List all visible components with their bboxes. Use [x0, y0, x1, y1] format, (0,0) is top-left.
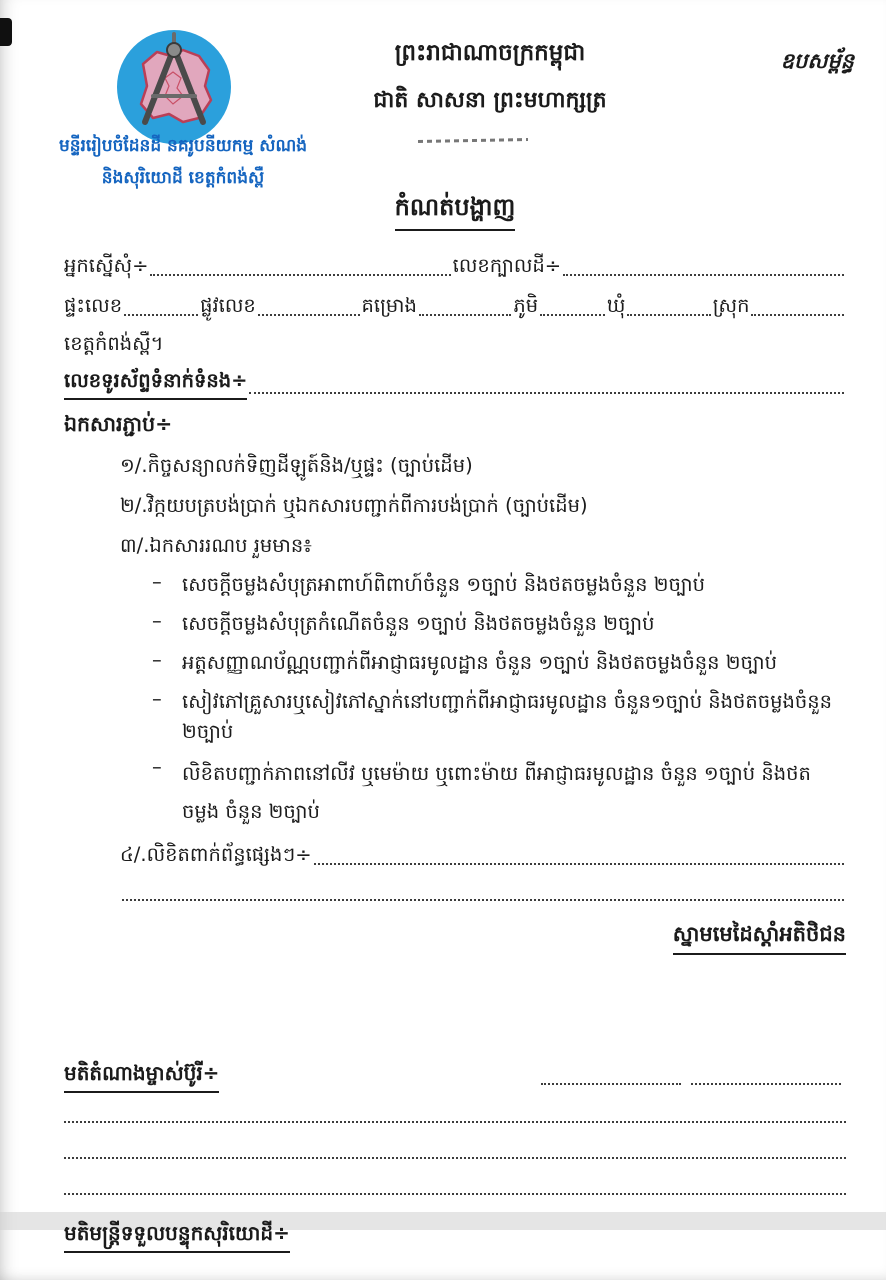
- phone-fill-line: [249, 392, 844, 394]
- house-no-label: ផ្ទះលេខ: [64, 294, 123, 317]
- project-fill-line: [419, 314, 512, 316]
- commune-label: ឃុំ: [606, 294, 626, 317]
- sub-item: [152, 562, 846, 601]
- sub-item: [152, 601, 846, 640]
- village-fill-line: [540, 314, 605, 316]
- address-row: [64, 282, 846, 322]
- list-item: [120, 442, 846, 482]
- borey-owner-opinion-row: [64, 1051, 846, 1093]
- sub-item-4-text: សៀវភៅគ្រួសារឬសៀវភៅស្នាក់នៅបញ្ជាក់ពីអាជ្ញាធរមូលដ្ឋាន ចំនួន១ច្បាប់ និងថតចម្លងចំនួន ២ច្បាប់: [182, 690, 833, 743]
- province-row: [64, 322, 846, 360]
- dotted-rule: [64, 1157, 846, 1159]
- borey-owner-opinion-label: មតិតំណាងម្ចាស់ប៊ូរី÷: [64, 1060, 219, 1093]
- attachments-heading: ឯកសារភ្ជាប់÷: [64, 412, 173, 436]
- item-3-text: ៣/.ឯកសាររណប រួមមាន៖: [120, 534, 312, 557]
- applicant-row: [64, 242, 846, 282]
- attachments-heading-row: [64, 400, 846, 442]
- customer-thumbprint-label: ស្នាមមេដៃស្ដាំអតិថិជន: [673, 921, 846, 955]
- national-motto: ជាតិ សាសនា ព្រះមហាក្សត្រ: [373, 88, 607, 113]
- project-label: គម្រោង: [361, 294, 417, 317]
- sub-item: [152, 679, 846, 747]
- land-parcel-fill-line: [563, 274, 844, 276]
- scan-corner-artifact: [0, 18, 12, 46]
- district-label: ស្រុក: [712, 294, 750, 317]
- department-line2: និងសុរិយោដី ខេត្តកំពង់ស្ពឺ: [101, 168, 265, 188]
- commune-fill-line: [627, 314, 710, 316]
- date-fill-line: [691, 1083, 841, 1085]
- item-4-label: ៤/.លិខិតពាក់ព័ន្ធផ្សេងៗ÷: [120, 843, 312, 866]
- document-title: កំណត់បង្ហាញ: [64, 192, 846, 242]
- opinion-write-line: [64, 1093, 846, 1129]
- sub-item-5-text: លិខិតបញ្ជាក់ភាពនៅលីវ ឬមេម៉ាយ ឬពោះម៉ាយ ពីអាជ្ញាធរមូលដ្ឋាន ចំនួន ១ច្បាប់ និងថតចម្លង ចំនួន ២ច្បាប់: [182, 762, 811, 823]
- attachments-list: [120, 442, 846, 871]
- applicant-fill-line: [150, 274, 450, 276]
- list-item: [120, 522, 846, 562]
- district-fill-line: [751, 314, 844, 316]
- sub-item-2-text: សេចក្តីចម្លងសំបុត្រកំណើតចំនួន ១ច្បាប់ និងថតចម្លងចំនួន ២ច្បាប់: [182, 612, 655, 635]
- item-2-text: ២/.វិក្កយបត្របង់ប្រាក់ ឬឯកសារបញ្ជាក់ពីការបង់ប្រាក់ (ច្បាប់ដើម): [120, 494, 588, 517]
- department-line1: មន្ទីររៀបចំដែនដី នគរូបនីយកម្ម សំណង់: [58, 136, 308, 156]
- thumbprint-section: [64, 909, 846, 955]
- sub-items-list: [152, 562, 846, 831]
- house-no-fill-line: [124, 314, 198, 316]
- item-4-fill-line: [314, 863, 844, 865]
- appendix-label: ឧបសម្ព័ន្ធ: [780, 49, 854, 73]
- bullet-dash: –: [152, 687, 162, 710]
- phone-row: [64, 360, 846, 400]
- land-officer-opinion-label: មតិមន្ត្រីទទួលបន្ទុកសុរិយោដី÷: [64, 1220, 290, 1253]
- phone-label: លេខទូរស័ព្ទទំនាក់ទំនង÷: [64, 368, 247, 400]
- bullet-dash: –: [152, 570, 162, 593]
- opinion-write-line: [64, 1253, 846, 1280]
- dotted-rule: [64, 1121, 846, 1123]
- item-4-continuation-row: [120, 871, 846, 909]
- opinion-write-line: [64, 1129, 846, 1165]
- form-body: [64, 192, 846, 1280]
- item-4-row: [120, 831, 846, 871]
- department-name: [18, 130, 348, 194]
- list-item: [120, 482, 846, 522]
- village-label: ភូមិ: [513, 294, 539, 317]
- blank-space: [64, 955, 846, 1051]
- bullet-dash: –: [152, 755, 162, 778]
- street-no-fill-line: [258, 314, 360, 316]
- bullet-dash: –: [152, 648, 162, 671]
- item-1-text: ១/.កិច្ចសន្យាលក់ទិញដីឡូត៍និង/ឬផ្ទះ (ច្បាប់ដើម): [120, 454, 473, 477]
- street-no-label: ផ្លូវលេខ: [200, 294, 256, 317]
- province-label: ខេត្តកំពង់ស្ពឺ។: [64, 332, 164, 355]
- sub-item-3-text: អត្តសញ្ញាណប័ណ្ណបញ្ជាក់ពីអាជ្ញាធរមូលដ្ឋាន ចំនួន ១ច្បាប់ និងថតចម្លងចំនួន ២ច្បាប់: [182, 651, 777, 674]
- land-parcel-label: លេខក្បាលដី÷: [452, 254, 562, 277]
- date-fill-line: [541, 1083, 681, 1085]
- motto-divider-ornament: [418, 138, 528, 143]
- kingdom-title: ព្រះរាជាណាចក្រកម្ពុជា: [394, 40, 586, 66]
- sub-item: [152, 640, 846, 679]
- kingdom-header: [300, 38, 680, 116]
- sub-item: [152, 747, 846, 831]
- sub-item-1-text: សេចក្តីចម្លងសំបុត្រអាពាហ៍ពិពាហ៍ចំនួន ១ច្បាប់ និងថតចម្លងចំនួន ២ច្បាប់: [182, 573, 705, 596]
- dotted-rule: [64, 1193, 846, 1195]
- land-officer-opinion-row: [64, 1201, 846, 1253]
- applicant-label: អ្នកស្នើសុំ÷: [64, 254, 149, 277]
- bullet-dash: –: [152, 609, 162, 632]
- item-4-continuation-line: [122, 899, 844, 901]
- opinion-write-line: [64, 1165, 846, 1201]
